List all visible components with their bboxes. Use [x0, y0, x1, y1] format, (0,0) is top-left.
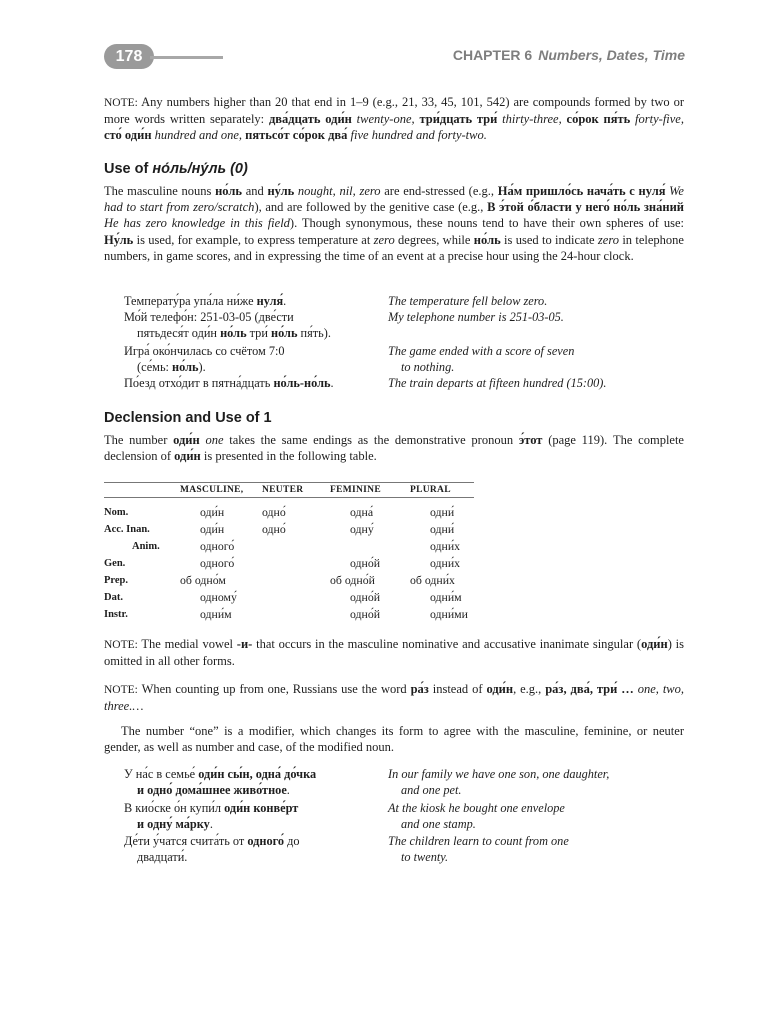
heading-word: но́ль/ну́ль	[152, 161, 227, 177]
para-text: ). Though synonymous, these nouns tend to have their own spheres of use:	[289, 216, 684, 231]
chapter-title: Numbers, Dates, Time	[538, 47, 685, 63]
example-russian: Мо́й телефо́н: 251-03-05 (две́сти пятьдеся́т оди́н но́ль три́ но́ль пя́ть).	[124, 310, 331, 341]
table-header-row	[104, 483, 474, 498]
example-russian: Температу́ра упа́ла ни́же нуля́.	[124, 294, 287, 308]
col-feminine: FEMININE	[330, 483, 410, 498]
table-row: Instr. одни́м одно́й одни́ми	[104, 607, 468, 621]
example-russian: Игра́ око́нчилась со счётом 7:0 (се́мь: но́ль).	[124, 344, 285, 375]
running-header	[453, 47, 685, 63]
example-english: The children learn to count from one to twenty.	[388, 834, 569, 865]
example-word: Ну́ль	[104, 232, 134, 247]
example-english: The game ended with a score of seven to nothing.	[388, 344, 575, 375]
example-english: My telephone number is 251-03-05.	[388, 310, 564, 324]
example-english: At the kiosk he bought one envelope and one stamp.	[388, 801, 565, 832]
para-text: ), and are followed by the genitive case (e.g.,	[254, 200, 488, 215]
note-counting: NOTE: When counting up from one, Russians use the word ра́з instead of оди́н, e.g., ра́з, два́, три́ … one, two, three.…	[104, 682, 685, 714]
table-row: Dat. одному́ одно́й одни́м	[104, 590, 462, 604]
paragraph-nol-nul	[104, 183, 684, 264]
gloss: hundred and one,	[151, 128, 243, 143]
para-text: in telephone numbers, in game scores, and in expressing the time of an event at a precise hour using the 24-hour clock.	[104, 232, 684, 263]
paragraph-modifier: The number “one” is a modifier, which changes its form to agree with the masculine, feminine, or neuter gender, as well as number and case, of the modified noun.	[104, 724, 684, 755]
example-word: три́дцать три́	[419, 112, 498, 127]
chapter-label: CHAPTER 6	[452, 47, 533, 63]
table-row: Nom. оди́н одно́ одна́ одни́	[104, 505, 455, 519]
example-word: На́м пришло́сь нача́ть с нуля́	[497, 184, 666, 198]
col-masculine: MASCULINE,	[180, 483, 262, 498]
gloss: zero	[597, 232, 619, 247]
paragraph-declension: The number оди́н one takes the same endings as the demonstrative pronoun э́тот (page 119). The complete declension of оди́н is presented in the following table.	[104, 433, 684, 464]
table-row: Gen. одного́ одно́й одни́х	[104, 556, 461, 570]
example-russian: По́езд отхо́дит в пятна́дцать но́ль-но́ль.	[124, 376, 334, 390]
heading-paren: (0)	[226, 161, 248, 177]
example-russian: Де́ти у́чатся счита́ть от одного́ до двадцати́.	[124, 834, 300, 865]
example-word: ну́ль	[267, 184, 295, 198]
gloss: zero	[373, 232, 395, 247]
page-number: 178	[104, 44, 154, 69]
note-compound-numbers	[104, 94, 684, 144]
example-word: но́ль	[215, 184, 242, 198]
gloss: thirty-three,	[497, 112, 562, 127]
note-label: NOTE:	[104, 97, 138, 109]
table-row: Prep. об одно́м об одно́й об одни́х	[104, 573, 455, 587]
table-row: Anim. одного́ одни́х	[132, 539, 461, 553]
heading-text: Use of	[104, 161, 153, 177]
para-text: is used, for example, to express temperature at	[133, 232, 374, 247]
note-medial-vowel: NOTE: The medial vowel -и- that occurs in the masculine nominative and accusative inanimate singular (оди́н) is omitted in all other forms.	[104, 637, 684, 669]
para-text: The masculine nouns	[104, 184, 216, 198]
example-russian: В кио́ске о́н купи́л оди́н конве́рт и одну́ ма́рку.	[124, 801, 299, 832]
example-english: The train departs at fifteen hundred (15:00).	[388, 376, 607, 390]
col-plural: PLURAL	[410, 483, 474, 498]
para-text: and	[242, 184, 268, 198]
example-word: сто́ оди́н	[104, 128, 152, 143]
example-russian: У на́с в семье́ оди́н сы́н, одна́ до́чка и одно́ дома́шнее живо́тное.	[124, 767, 317, 798]
gloss: nought, nil, zero	[294, 184, 381, 198]
example-word: но́ль	[473, 232, 501, 247]
gloss: We had to start from zero/scratch	[104, 184, 684, 215]
example-english: The temperature fell below zero.	[388, 294, 548, 308]
para-text: is used to indicate	[500, 232, 598, 247]
note-text: Any numbers higher than 20 that end in 1–9 (e.g., 21, 33, 45, 101, 542) are compounds formed by two or more words written separately:	[104, 95, 684, 127]
declension-table	[104, 482, 474, 623]
col-neuter: NEUTER	[262, 483, 330, 498]
gloss: twenty-one,	[351, 112, 415, 127]
example-word: В э́той о́бласти у него́ но́ль зна́ний	[487, 200, 684, 215]
header-rule	[150, 56, 223, 59]
para-text: are end-stressed (e.g.,	[380, 184, 498, 198]
gloss: five hundred and forty-two.	[347, 128, 487, 143]
table-row: Acc. Inan. оди́н одно́ одну́ одни́	[104, 522, 455, 536]
para-text: degrees, while	[394, 232, 474, 247]
example-word: пятьсо́т со́рок два́	[245, 128, 348, 143]
example-word: два́дцать оди́н	[268, 112, 352, 127]
gloss: forty-five,	[630, 112, 684, 127]
section-heading-declension: Declension and Use of 1	[104, 410, 272, 426]
gloss: He has zero knowledge in this field	[104, 216, 290, 231]
example-word: со́рок пя́ть	[566, 112, 631, 127]
section-heading-nol-nul	[104, 161, 248, 177]
example-english: In our family we have one son, one daughter, and one pet.	[388, 767, 610, 798]
